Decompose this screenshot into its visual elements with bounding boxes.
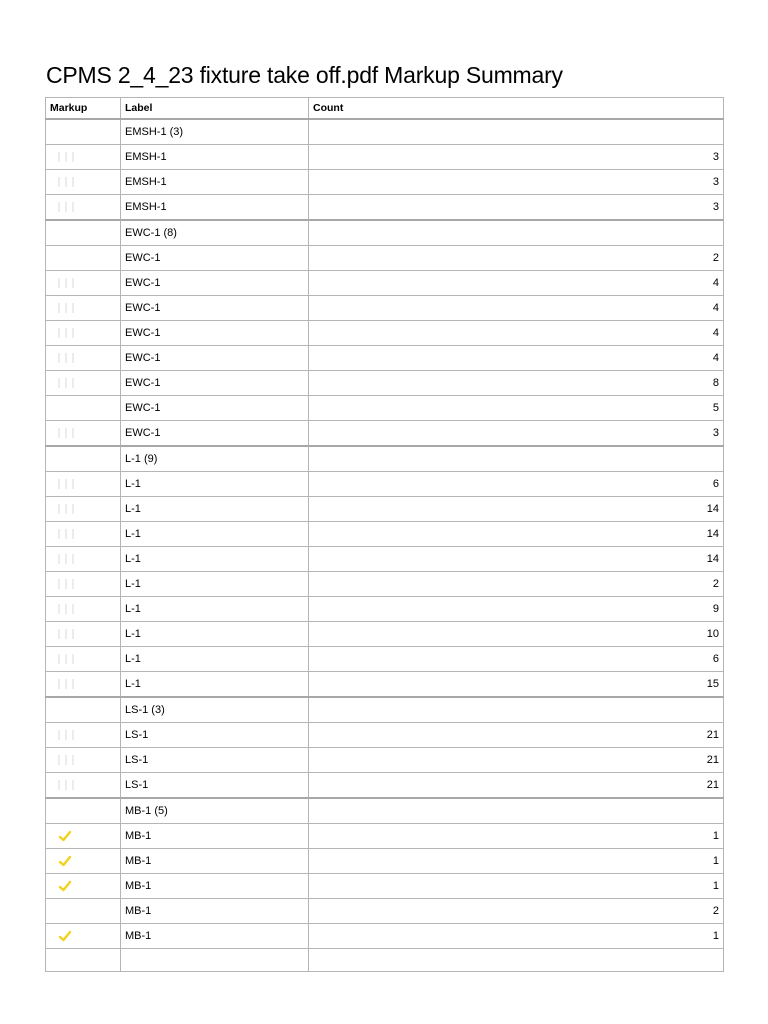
- markup-cell: [46, 145, 121, 170]
- count-cell: 4: [309, 321, 724, 346]
- table-header-row: [46, 98, 724, 120]
- label-cell: MB-1: [121, 824, 309, 849]
- label-cell: EWC-1: [121, 421, 309, 447]
- table-row: [46, 371, 724, 396]
- label-cell: EWC-1: [121, 271, 309, 296]
- table-row: [46, 572, 724, 597]
- table-row: [46, 672, 724, 698]
- count-cell: 4: [309, 296, 724, 321]
- count-cell: [309, 220, 724, 246]
- markup-cell: [46, 446, 121, 472]
- table-row: [46, 145, 724, 170]
- markup-cell: [46, 396, 121, 421]
- count-cell: 6: [309, 472, 724, 497]
- count-cell: 4: [309, 346, 724, 371]
- markup-thumbnail-icon: [58, 378, 76, 388]
- markup-cell: [46, 824, 121, 849]
- label-cell: L-1: [121, 622, 309, 647]
- table-group-row: [46, 798, 724, 824]
- label-cell: MB-1: [121, 924, 309, 949]
- markup-cell: [46, 220, 121, 246]
- table-row: [46, 195, 724, 221]
- table-row: [46, 421, 724, 447]
- markup-thumbnail-icon: [58, 504, 76, 514]
- label-cell: L-1: [121, 647, 309, 672]
- markup-cell: [46, 497, 121, 522]
- table-row: [46, 849, 724, 874]
- table-row: [46, 170, 724, 195]
- count-cell: [309, 949, 724, 972]
- markup-thumbnail-icon: [58, 479, 76, 489]
- table-row: [46, 748, 724, 773]
- count-cell: 10: [309, 622, 724, 647]
- count-cell: 1: [309, 924, 724, 949]
- count-cell: 21: [309, 748, 724, 773]
- markup-thumbnail-icon: [58, 554, 76, 564]
- table-body: [46, 119, 724, 972]
- table-group-row: [46, 446, 724, 472]
- markup-cell: [46, 296, 121, 321]
- markup-cell: [46, 748, 121, 773]
- column-header-count: Count: [309, 98, 724, 120]
- label-cell: L-1: [121, 672, 309, 698]
- markup-cell: [46, 421, 121, 447]
- count-cell: 2: [309, 899, 724, 924]
- count-cell: 2: [309, 246, 724, 271]
- markup-cell: [46, 622, 121, 647]
- label-cell: L-1: [121, 547, 309, 572]
- label-cell: EWC-1: [121, 296, 309, 321]
- label-cell: MB-1: [121, 874, 309, 899]
- markup-cell: [46, 874, 121, 899]
- markup-thumbnail-icon: [58, 730, 76, 740]
- table-row: [46, 773, 724, 799]
- table-group-row: [46, 697, 724, 723]
- label-cell: L-1 (9): [121, 446, 309, 472]
- table-row: [46, 522, 724, 547]
- count-cell: 2: [309, 572, 724, 597]
- markup-thumbnail-icon: [58, 780, 76, 790]
- count-cell: 6: [309, 647, 724, 672]
- table-row: [46, 874, 724, 899]
- count-cell: 1: [309, 874, 724, 899]
- count-cell: 5: [309, 396, 724, 421]
- markup-cell: [46, 798, 121, 824]
- count-cell: 4: [309, 271, 724, 296]
- count-cell: 21: [309, 773, 724, 799]
- markup-cell: [46, 371, 121, 396]
- table-row: [46, 547, 724, 572]
- column-header-label: Label: [121, 98, 309, 120]
- count-cell: [309, 446, 724, 472]
- label-cell: L-1: [121, 522, 309, 547]
- label-cell: EWC-1: [121, 321, 309, 346]
- label-cell: L-1: [121, 472, 309, 497]
- table-row: [46, 497, 724, 522]
- label-cell: EMSH-1 (3): [121, 119, 309, 145]
- count-cell: 3: [309, 170, 724, 195]
- markup-thumbnail-icon: [58, 679, 76, 689]
- markup-cell: [46, 119, 121, 145]
- table-row: [46, 824, 724, 849]
- label-cell: EWC-1: [121, 346, 309, 371]
- markup-thumbnail-icon: [58, 428, 76, 438]
- table-row: [46, 296, 724, 321]
- table-group-row: [46, 119, 724, 145]
- label-cell: EWC-1: [121, 371, 309, 396]
- count-cell: 8: [309, 371, 724, 396]
- markup-thumbnail-icon: [58, 328, 76, 338]
- count-cell: 14: [309, 522, 724, 547]
- markup-thumbnail-icon: [58, 202, 76, 212]
- label-cell: [121, 949, 309, 972]
- markup-cell: [46, 773, 121, 799]
- table-row: [46, 246, 724, 271]
- table-row: [46, 346, 724, 371]
- table-group-row: [46, 220, 724, 246]
- markup-cell: [46, 697, 121, 723]
- markup-cell: [46, 522, 121, 547]
- table-row: [46, 723, 724, 748]
- markup-cell: [46, 647, 121, 672]
- checkmark-icon: [58, 854, 72, 868]
- markup-thumbnail-icon: [58, 353, 76, 363]
- checkmark-icon: [58, 879, 72, 893]
- table-empty-row: [46, 949, 724, 972]
- checkmark-icon: [58, 829, 72, 843]
- markup-summary-table: [45, 97, 724, 972]
- label-cell: L-1: [121, 497, 309, 522]
- markup-thumbnail-icon: [58, 654, 76, 664]
- markup-thumbnail-icon: [58, 529, 76, 539]
- table-row: [46, 472, 724, 497]
- count-cell: 14: [309, 497, 724, 522]
- count-cell: 14: [309, 547, 724, 572]
- markup-thumbnail-icon: [58, 177, 76, 187]
- label-cell: L-1: [121, 572, 309, 597]
- count-cell: 3: [309, 195, 724, 221]
- label-cell: LS-1: [121, 773, 309, 799]
- table-row: [46, 396, 724, 421]
- markup-cell: [46, 472, 121, 497]
- table-row: [46, 924, 724, 949]
- markup-cell: [46, 547, 121, 572]
- markup-thumbnail-icon: [58, 152, 76, 162]
- label-cell: EWC-1: [121, 396, 309, 421]
- table-row: [46, 597, 724, 622]
- markup-thumbnail-icon: [58, 604, 76, 614]
- table-row: [46, 647, 724, 672]
- markup-cell: [46, 949, 121, 972]
- label-cell: EWC-1: [121, 246, 309, 271]
- count-cell: 21: [309, 723, 724, 748]
- count-cell: 1: [309, 824, 724, 849]
- count-cell: [309, 798, 724, 824]
- column-header-markup: Markup: [46, 98, 121, 120]
- table-row: [46, 622, 724, 647]
- checkmark-icon: [58, 929, 72, 943]
- page-title: CPMS 2_4_23 fixture take off.pdf Markup Summary: [46, 62, 563, 88]
- table-row: [46, 899, 724, 924]
- markup-cell: [46, 346, 121, 371]
- label-cell: LS-1: [121, 748, 309, 773]
- label-cell: MB-1: [121, 899, 309, 924]
- label-cell: MB-1 (5): [121, 798, 309, 824]
- markup-cell: [46, 170, 121, 195]
- markup-thumbnail-icon: [58, 579, 76, 589]
- label-cell: MB-1: [121, 849, 309, 874]
- count-cell: 9: [309, 597, 724, 622]
- count-cell: 1: [309, 849, 724, 874]
- markup-cell: [46, 723, 121, 748]
- label-cell: EMSH-1: [121, 195, 309, 221]
- markup-cell: [46, 597, 121, 622]
- markup-thumbnail-icon: [58, 755, 76, 765]
- table-row: [46, 321, 724, 346]
- markup-cell: [46, 572, 121, 597]
- count-cell: [309, 697, 724, 723]
- label-cell: LS-1: [121, 723, 309, 748]
- markup-cell: [46, 271, 121, 296]
- markup-thumbnail-icon: [58, 303, 76, 313]
- markup-cell: [46, 899, 121, 924]
- count-cell: 3: [309, 145, 724, 170]
- markup-cell: [46, 321, 121, 346]
- markup-cell: [46, 924, 121, 949]
- markup-thumbnail-icon: [58, 629, 76, 639]
- markup-cell: [46, 195, 121, 221]
- label-cell: EWC-1 (8): [121, 220, 309, 246]
- label-cell: EMSH-1: [121, 170, 309, 195]
- label-cell: EMSH-1: [121, 145, 309, 170]
- label-cell: LS-1 (3): [121, 697, 309, 723]
- count-cell: 15: [309, 672, 724, 698]
- count-cell: 3: [309, 421, 724, 447]
- table-row: [46, 271, 724, 296]
- markup-cell: [46, 849, 121, 874]
- count-cell: [309, 119, 724, 145]
- markup-cell: [46, 672, 121, 698]
- markup-cell: [46, 246, 121, 271]
- label-cell: L-1: [121, 597, 309, 622]
- markup-thumbnail-icon: [58, 278, 76, 288]
